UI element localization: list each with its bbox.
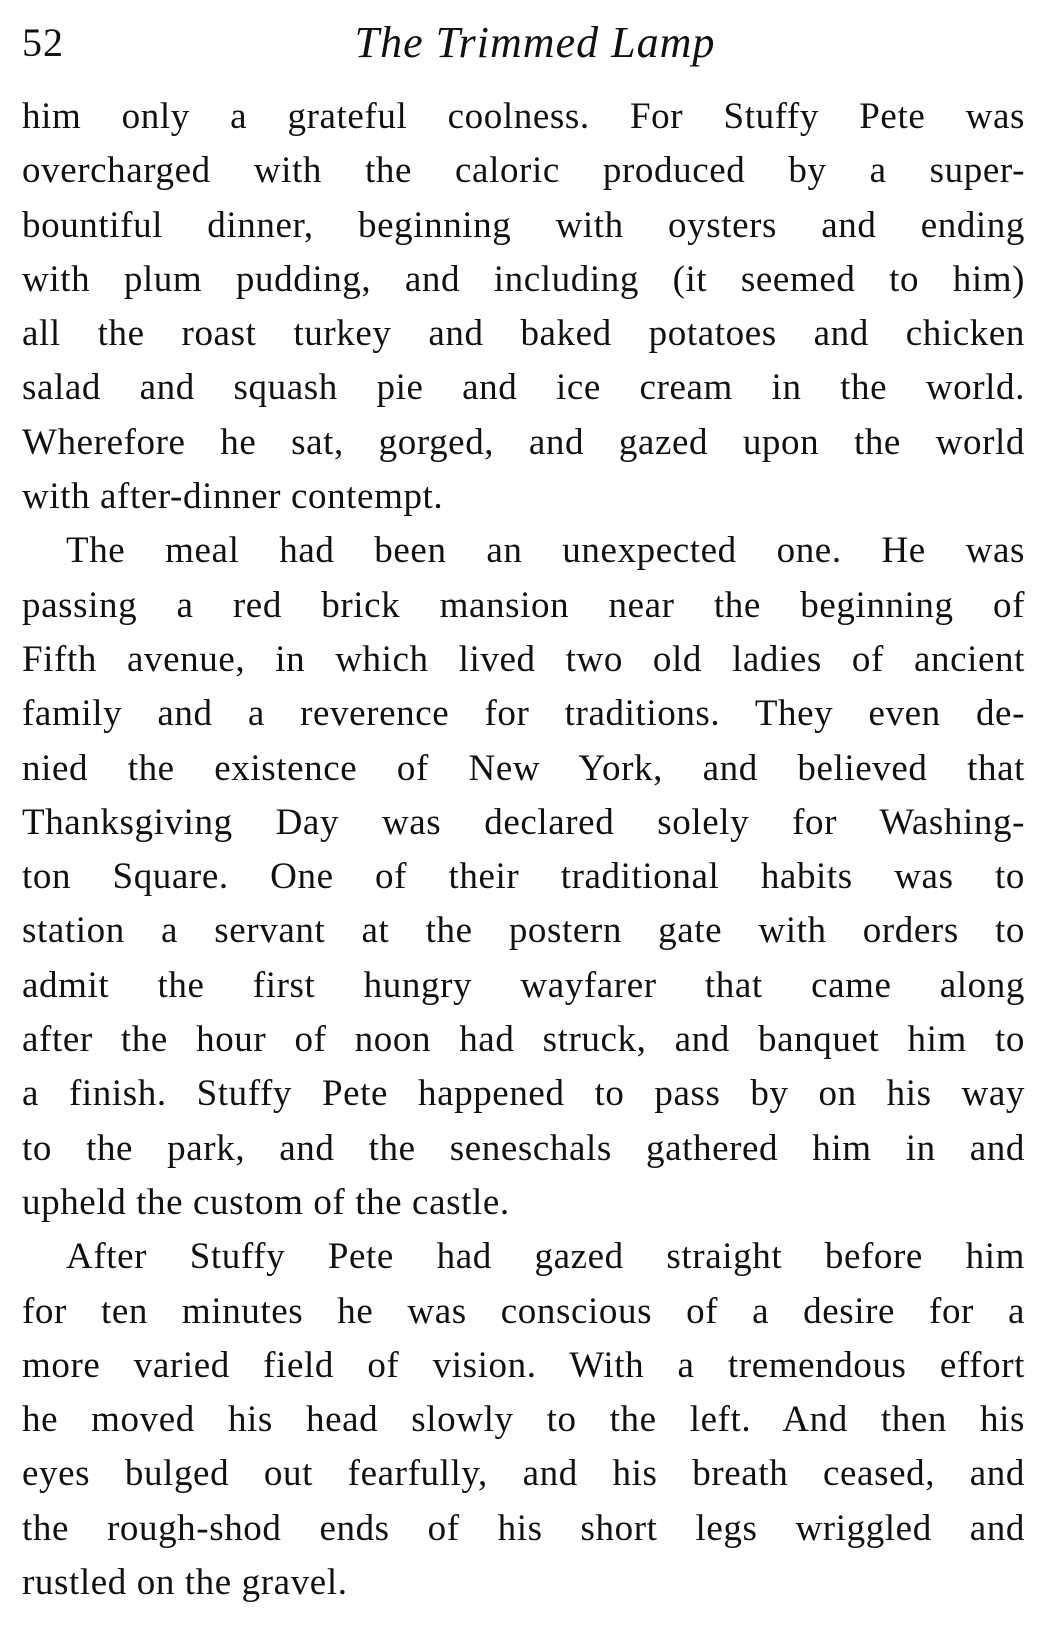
text-line: The meal had been an unexpected one. He was bbox=[66, 530, 1025, 572]
text-line: after the hour of noon had struck, and banquet him to bbox=[22, 1019, 1025, 1061]
body-text bbox=[22, 90, 1025, 1610]
text-line: with plum pudding, and including (it seemed to him) bbox=[22, 258, 1025, 300]
running-title: The Trimmed Lamp bbox=[354, 18, 716, 67]
running-head bbox=[22, 14, 1028, 72]
text-line: salad and squash pie and ice cream in the world. bbox=[22, 367, 1025, 409]
text-line: with after-dinner contempt. bbox=[22, 476, 444, 518]
text-line: nied the existence of New York, and believed that bbox=[22, 747, 1025, 789]
text-line: Thanksgiving Day was declared solely for Washing- bbox=[22, 801, 1025, 843]
text-line: After Stuffy Pete had gazed straight before him bbox=[66, 1236, 1025, 1278]
text-line: all the roast turkey and baked potatoes and chicken bbox=[22, 313, 1025, 355]
text-line: more varied field of vision. With a tremendous effort bbox=[22, 1344, 1025, 1386]
text-line: eyes bulged out fearfully, and his breath ceased, and bbox=[22, 1453, 1025, 1495]
text-line: upheld the custom of the castle. bbox=[22, 1181, 510, 1223]
text-line: a finish. Stuffy Pete happened to pass by on his way bbox=[22, 1073, 1025, 1115]
text-line: Fifth avenue, in which lived two old ladies of ancient bbox=[22, 638, 1025, 680]
text-line: admit the first hungry wayfarer that came along bbox=[22, 964, 1025, 1006]
text-line: for ten minutes he was conscious of a desire for a bbox=[22, 1290, 1025, 1332]
text-line: rustled on the gravel. bbox=[22, 1562, 348, 1604]
text-line: overcharged with the caloric produced by a super- bbox=[22, 150, 1025, 192]
text-line: the rough-shod ends of his short legs wriggled and bbox=[22, 1507, 1025, 1549]
page-number: 52 bbox=[22, 20, 64, 65]
text-line: station a servant at the postern gate with orders to bbox=[22, 910, 1025, 952]
text-line: bountiful dinner, beginning with oysters and ending bbox=[22, 204, 1025, 246]
text-line: he moved his head slowly to the left. And then his bbox=[22, 1399, 1025, 1441]
text-line: passing a red brick mansion near the beginning of bbox=[22, 584, 1025, 626]
text-line: to the park, and the seneschals gathered him in and bbox=[22, 1127, 1025, 1169]
text-line: family and a reverence for traditions. They even de- bbox=[22, 693, 1025, 735]
text-line: ton Square. One of their traditional habits was to bbox=[22, 856, 1025, 898]
text-line: Wherefore he sat, gorged, and gazed upon the world bbox=[22, 421, 1025, 463]
text-line: him only a grateful coolness. For Stuffy Pete was bbox=[22, 96, 1025, 137]
